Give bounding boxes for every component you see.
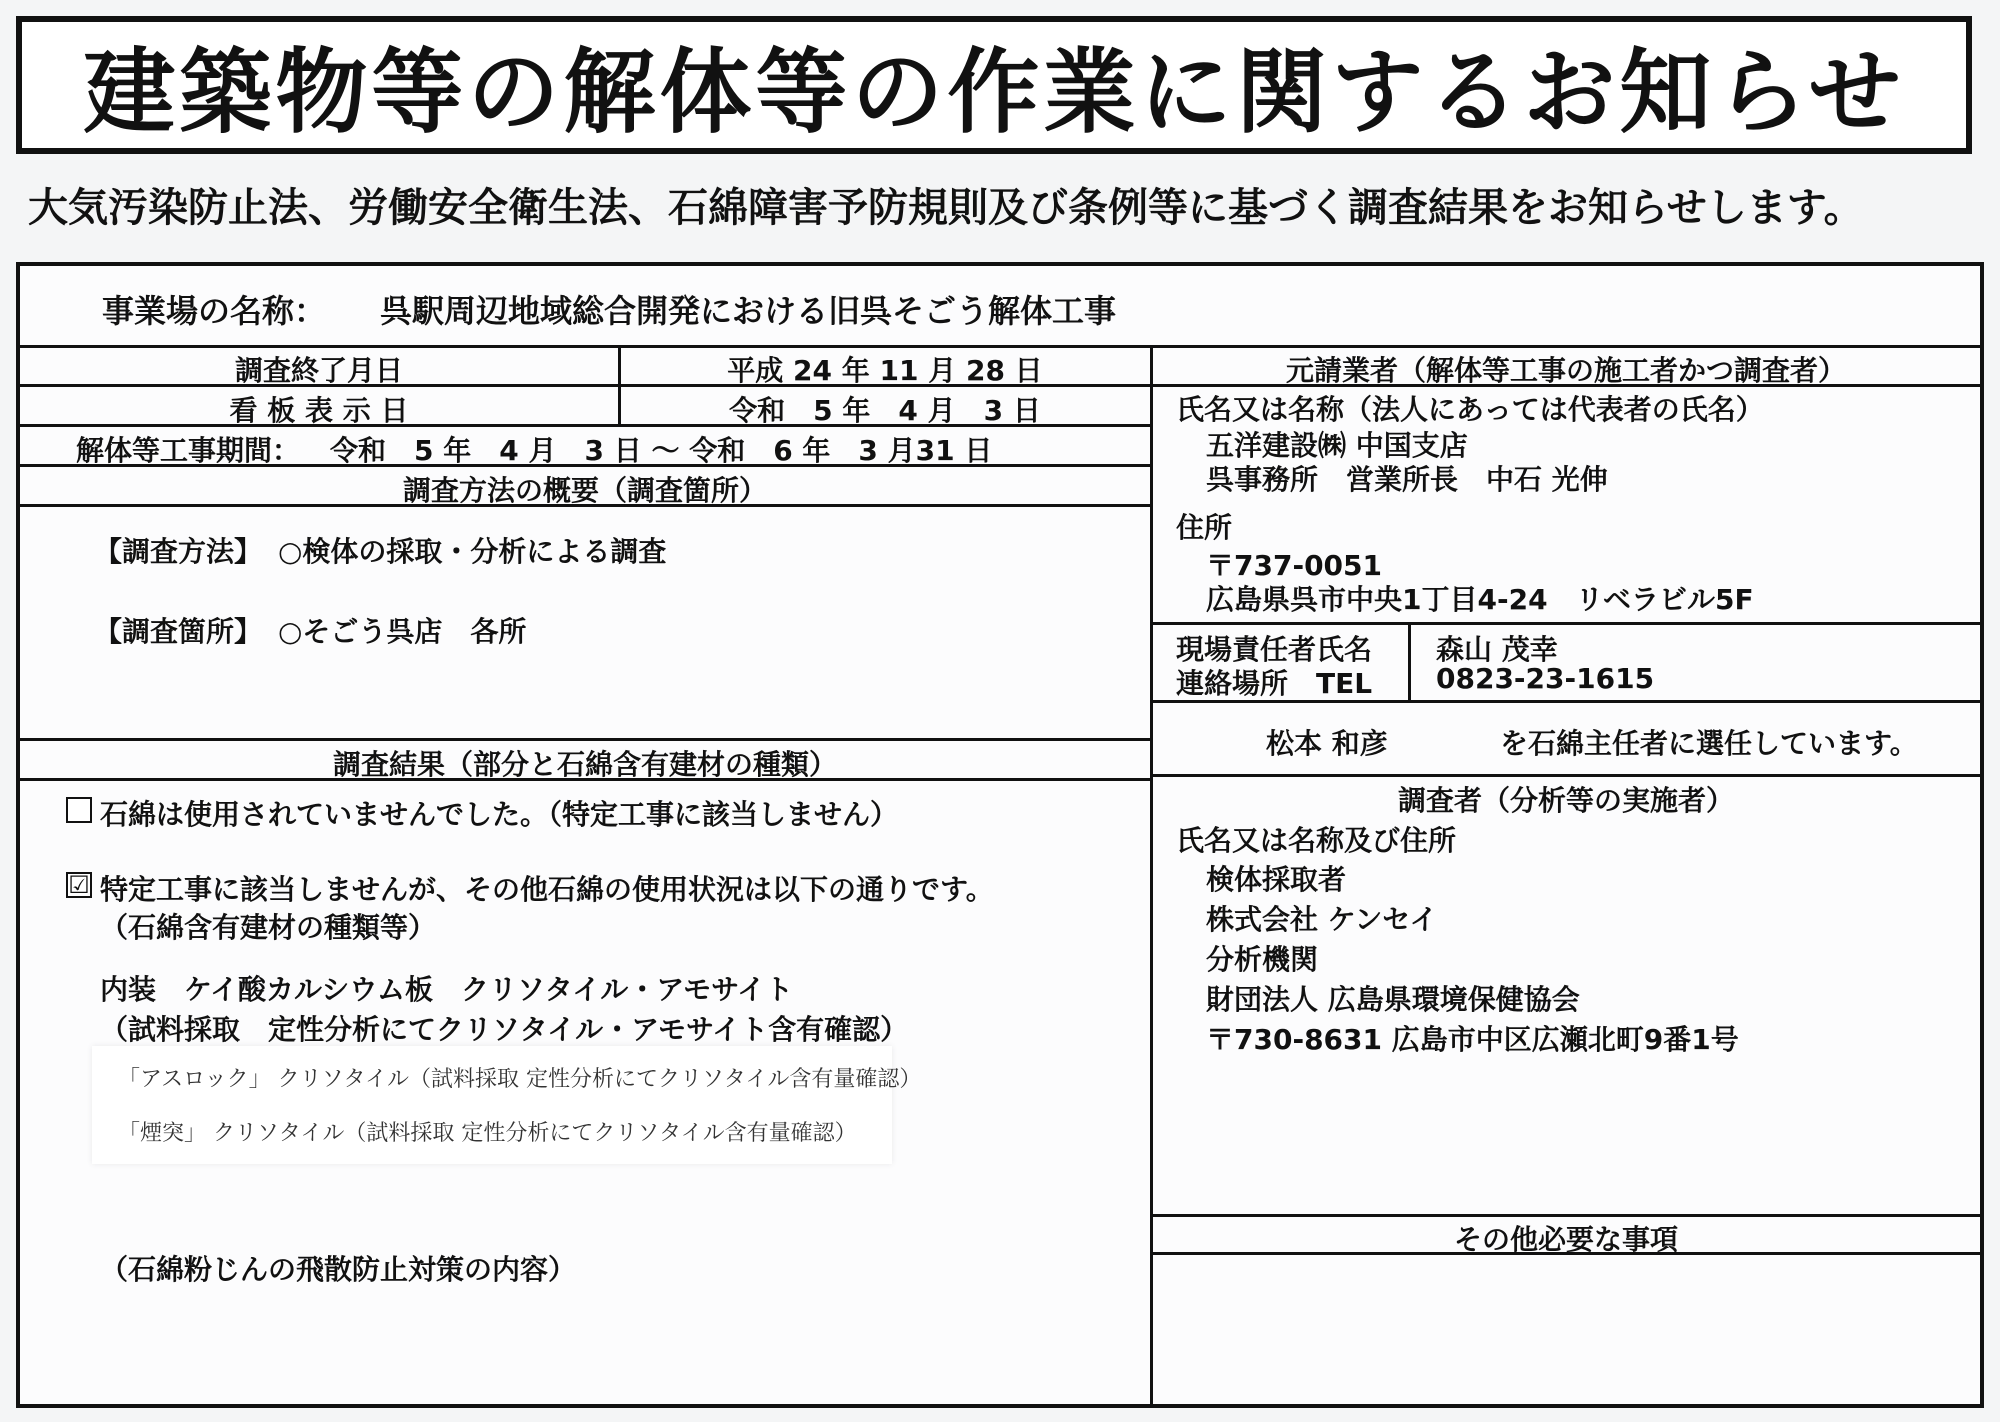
- contractor-address: 広島県呉市中央1丁目4-24 リベラビル5F: [1206, 583, 1754, 616]
- subtitle: 大気汚染防止法、労働安全衛生法、石綿障害予防規則及び条例等に基づく調査結果をお知らせします。: [28, 185, 1864, 231]
- sign-date-label: 看 板 表 示 日: [229, 394, 409, 427]
- asbestos-chief-name: 松本 和彦: [1266, 727, 1388, 760]
- site-name-value: 呉駅周辺地域総合開発における旧呉そごう解体工事: [380, 292, 1117, 330]
- period-label: 解体等工事期間：: [76, 434, 301, 467]
- contractor-address-label: 住所: [1176, 511, 1233, 544]
- divider: [20, 345, 1980, 348]
- divider: [1150, 622, 1980, 625]
- divider: [1150, 774, 1980, 777]
- contractor-company: 五洋建設㈱ 中国支店: [1206, 429, 1468, 462]
- method-value: ○検体の採取・分析による調査: [278, 535, 667, 568]
- site-manager-value: 森山 茂幸: [1436, 633, 1558, 666]
- place-value: ○そごう呉店 各所: [278, 615, 527, 648]
- material-type-label: （石綿含有建材の種類等）: [100, 911, 437, 944]
- other-header: その他必要な事項: [1453, 1223, 1678, 1256]
- material-item: 内装 ケイ酸カルシウム板 クリソタイル・アモサイト: [100, 973, 794, 1006]
- analyzer-address: 〒730-8631 広島市中区広瀬北町9番1号: [1206, 1023, 1739, 1056]
- site-name-label: 事業場の名称：: [102, 292, 327, 330]
- method-header: 調査方法の概要（調査箇所）: [402, 474, 767, 507]
- analyzer-name: 財団法人 広島県環境保健協会: [1206, 983, 1580, 1016]
- pasted-note: [92, 1046, 922, 1164]
- contractor-header: 元請業者（解体等工事の施工者かつ調査者）: [1285, 354, 1846, 387]
- surveyor-name-label: 氏名又は名称及び住所: [1176, 824, 1457, 857]
- page-title: 建築物等の解体等の作業に関するお知らせ: [83, 39, 1905, 146]
- sign-date-value: 令和 5 年 4 月 3 日: [729, 394, 1041, 427]
- no-asbestos-text: 石綿は使用されていませんでした。（特定工事に該当しません）: [100, 798, 899, 831]
- divider: [1408, 622, 1411, 700]
- contact-value: 0823-23-1615: [1436, 662, 1655, 695]
- dust-measures-label: （石綿粉じんの飛散防止対策の内容）: [100, 1253, 577, 1286]
- note-line-aslock: 「アスロック」 クリソタイル（試料採取 定性分析にてクリソタイル含有量確認）: [118, 1067, 922, 1092]
- analyzer-label: 分析機関: [1206, 943, 1319, 976]
- divider: [20, 738, 1150, 741]
- material-note: （試料採取 定性分析にてクリソタイル・アモサイト含有確認）: [100, 1013, 909, 1046]
- survey-end-value: 平成 24 年 11 月 28 日: [727, 354, 1043, 387]
- results-header: 調査結果（部分と石綿含有建材の種類）: [332, 748, 837, 781]
- contractor-rep: 呉事務所 営業所長 中石 光伸: [1206, 463, 1608, 496]
- divider: [1150, 1214, 1980, 1217]
- surveyor-header: 調査者（分析等の実施者）: [1397, 784, 1734, 817]
- other-asbestos-text: 特定工事に該当しませんが、その他石綿の使用状況は以下の通りです。: [100, 873, 994, 906]
- site-manager-label: 現場責任者氏名: [1176, 633, 1373, 666]
- other-asbestos-checkbox[interactable]: ☑: [66, 872, 92, 898]
- no-asbestos-checkbox[interactable]: [66, 797, 92, 823]
- notice-table: [16, 262, 1984, 1408]
- contractor-postal: 〒737-0051: [1206, 549, 1382, 582]
- period-value: 令和 5 年 4 月 3 日 〜 令和 6 年 3 月31 日: [330, 434, 993, 467]
- method-label: 【調査方法】: [94, 535, 263, 568]
- place-label: 【調査箇所】: [94, 615, 263, 648]
- contact-label: 連絡場所 TEL: [1176, 667, 1373, 700]
- survey-end-label: 調査終了月日: [234, 354, 403, 387]
- contractor-name-label: 氏名又は名称（法人にあっては代表者の氏名）: [1176, 393, 1764, 426]
- asbestos-chief-text: を石綿主任者に選任しています。: [1500, 727, 1918, 760]
- sampler-label: 検体採取者: [1206, 863, 1347, 896]
- note-line-chimney: 「煙突」 クリソタイル（試料採取 定性分析にてクリソタイル含有量確認）: [118, 1121, 857, 1146]
- sampler-name: 株式会社 ケンセイ: [1206, 903, 1438, 936]
- title-box: [16, 16, 1972, 154]
